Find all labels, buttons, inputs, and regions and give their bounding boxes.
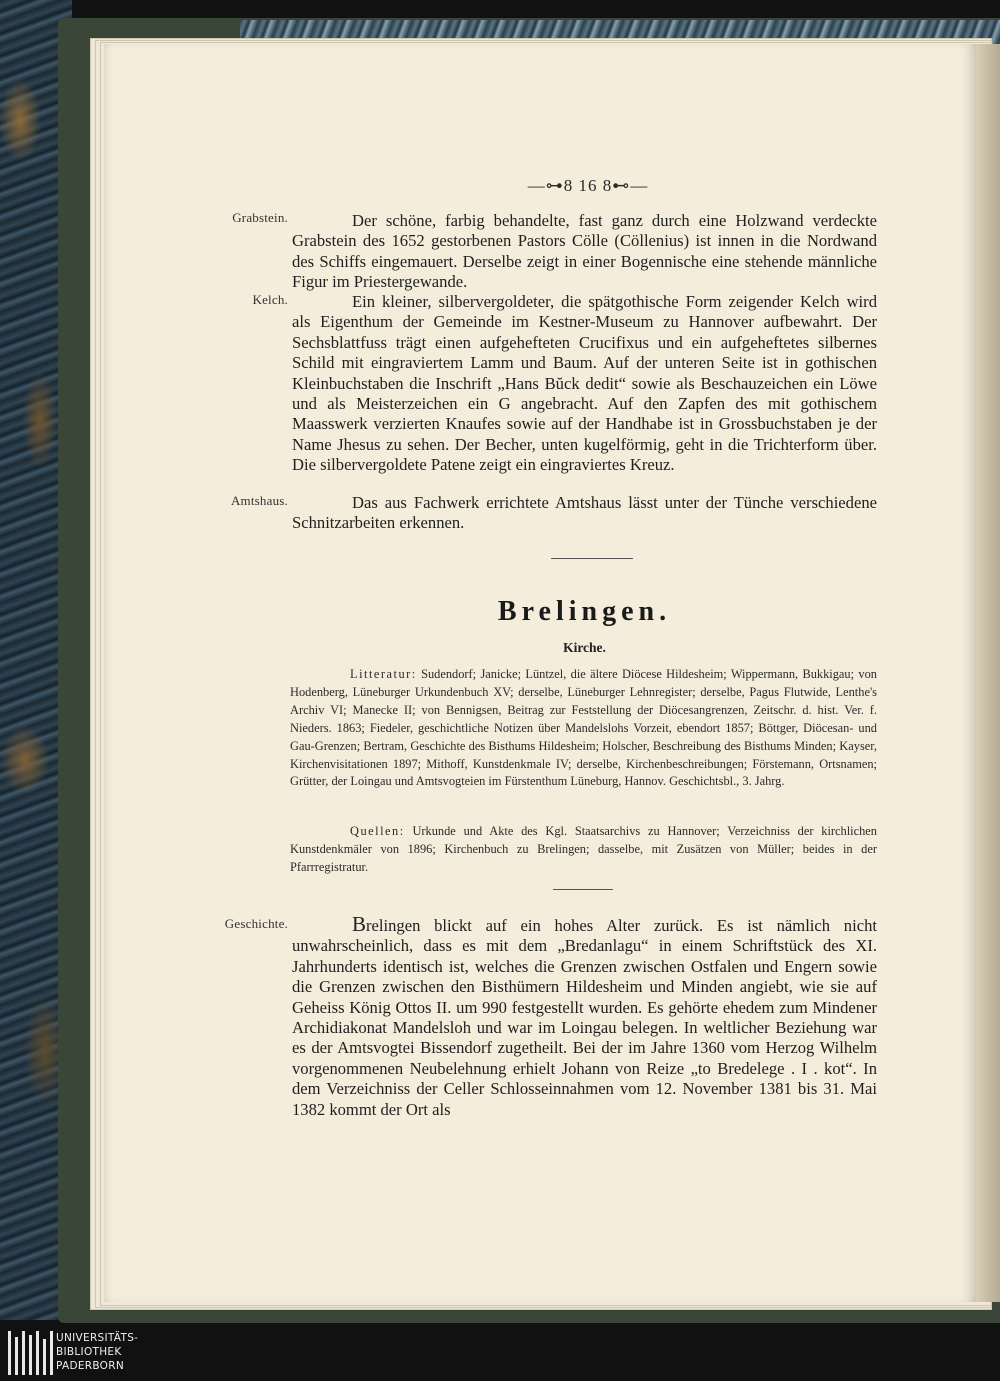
library-footer [0, 1325, 1000, 1381]
library-logo-icon [8, 1331, 54, 1375]
quellen-label: Quellen: [350, 824, 405, 838]
quellen-block [290, 823, 877, 877]
logo-line-2: BIBLIOTHEK [56, 1346, 122, 1358]
page-number-line [488, 176, 688, 196]
ornament-left: —⊶8 [527, 176, 574, 195]
section-subheading: Kirche. [563, 640, 606, 655]
section-divider [551, 558, 633, 559]
section-heading: Brelingen. [497, 596, 672, 627]
logo-line-3: PADERBORN [56, 1360, 124, 1372]
paragraph-kelch: Ein kleiner, silbervergoldeter, die spätgothische Form zeigender Kelch wird als Eigenthum der Gemeinde im Kestner-Museum zu Hannover aufbewahrt. Der Sechsblattfuss trägt einen aufgehefteten Crucifixus und ein aufgeheftetes silbernes Schild mit eingraviertem Lamm und Baum. Auf der unteren Seite ist in gothischen Kleinbuchstaben die Inschrift „Hans Bŭck dedit“ sowie als Beschauzeichen ein Löwe und als Meisterzeichen ein G angebracht. Auf den Zapfen des mit gothischem Maasswerk verzierten Knaufes sowie auf der Handhabe ist in Grossbuchstaben je der Name Jhesus zu sehen. Der Becher, unten kugelförmig, geht in die Trichterform über. Die silbervergoldete Patene zeigt ein eingraviertes Kreuz. [292, 292, 877, 475]
paragraph-geschichte-text: relingen blickt auf ein hohes Alter zurück. Es ist nämlich nicht unwahrscheinlich, dass es mit dem „Bredanlagu“ in einem Schriftstück des XI. Jahrhunderts identisch ist, welches die Grenzen zwischen Ostfalen und Engern sowie die Grenzen zwischen den Bisthümern Hildesheim und Minden angiebt, wie sie auf Geheiss König Ottos II. um 990 festgestellt wurden. Es gehörte ehedem zum Mindener Archidiakonat Mandelsloh und war im Loingau belegen. In weltlicher Beziehung war es der Amtsvogtei Bissendorf zugetheilt. Bei der im Jahre 1360 vom Herzog Wilhelm vorgenommenen Neubelehnung erhielt Johann von Reize „to Bredelege . I . kot“. In dem Verzeichniss der Celler Schlosseinnahmen vom 12. November 1381 bis 31. Mai 1382 kommt der Ort als [292, 916, 877, 1119]
litteratur-text: Sudendorf; Janicke; Lüntzel, die ältere Diöcese Hildesheim; Wippermann, Bukkigau; von Hodenberg, Lüneburger Urkundenbuch XV; derselbe, Lüneburger Lehnregister; derselbe, Pagus Flutwide, Lenthe's Archiv VI; Manecke II; von Bennigsen, Beitrag zur Feststellung der Diöcesangrenzen, Zeitschr. d. hist. Ver. f. Nieders. 1863; Fiedeler, geschichtliche Notizen über Mandelslohs Vorzeit, ebendort 1857; Böttger, Diöcesan- und Gau-Grenzen; Bertram, Geschichte des Bisthums Hildesheim; Holscher, Beschreibung des Bisthums Minden; Kayser, Kirchenvisitationen 1897; Mithoff, Kunstdenkmale IV; derselbe, Kirchenbeschreibungen; Förstemann, Ortsnamen; Grütter, der Loingau und Amtsvogteien im Fürstenthum Lüneburg, Hannov. Geschichtsbl., 3. Jahrg. [290, 667, 877, 789]
facing-page-edge [976, 44, 1000, 1302]
margin-note-grabstein: Grabstein. [232, 210, 288, 225]
quellen-text: Urkunde und Akte des Kgl. Staatsarchivs zu Hannover; Verzeichniss der kirchlichen Kunstdenkmäler von 1896; Kirchenbuch zu Brelingen; dasselbe, mit Zusätzen von Müller; beides in der Pfarrregistratur. [290, 824, 877, 874]
section-divider-small [553, 889, 613, 890]
litteratur-block [290, 666, 877, 791]
page-number: 16 [578, 176, 598, 195]
margin-note-amtshaus: Amtshaus. [230, 493, 288, 508]
paragraph-grabstein: Der schöne, farbig behandelte, fast ganz durch eine Holzwand verdeckte Grabstein des 1652 gestorbenen Pastors Cölle (Cöllenius) ist innen in die Nordwand des Schiffs eingemauert. Derselbe zeigt in einer Bogennische eine stehende männliche Figur im Priestergewande. [292, 211, 877, 292]
paragraph-amtshaus: Das aus Fachwerk errichtete Amtshaus lässt unter der Tünche verschiedene Schnitzarbeiten erkennen. [292, 493, 877, 533]
logo-line-1: UNIVERSITÄTS- [56, 1332, 139, 1344]
margin-note-geschichte: Geschichte. [224, 916, 288, 931]
litteratur-label: Litteratur: [350, 667, 417, 681]
margin-note-kelch: Kelch. [252, 292, 288, 307]
ornament-right: 8⊷— [602, 176, 649, 195]
library-logo-text [56, 1331, 138, 1373]
paragraph-geschichte [292, 914, 877, 1120]
initial-letter: B [352, 912, 367, 936]
